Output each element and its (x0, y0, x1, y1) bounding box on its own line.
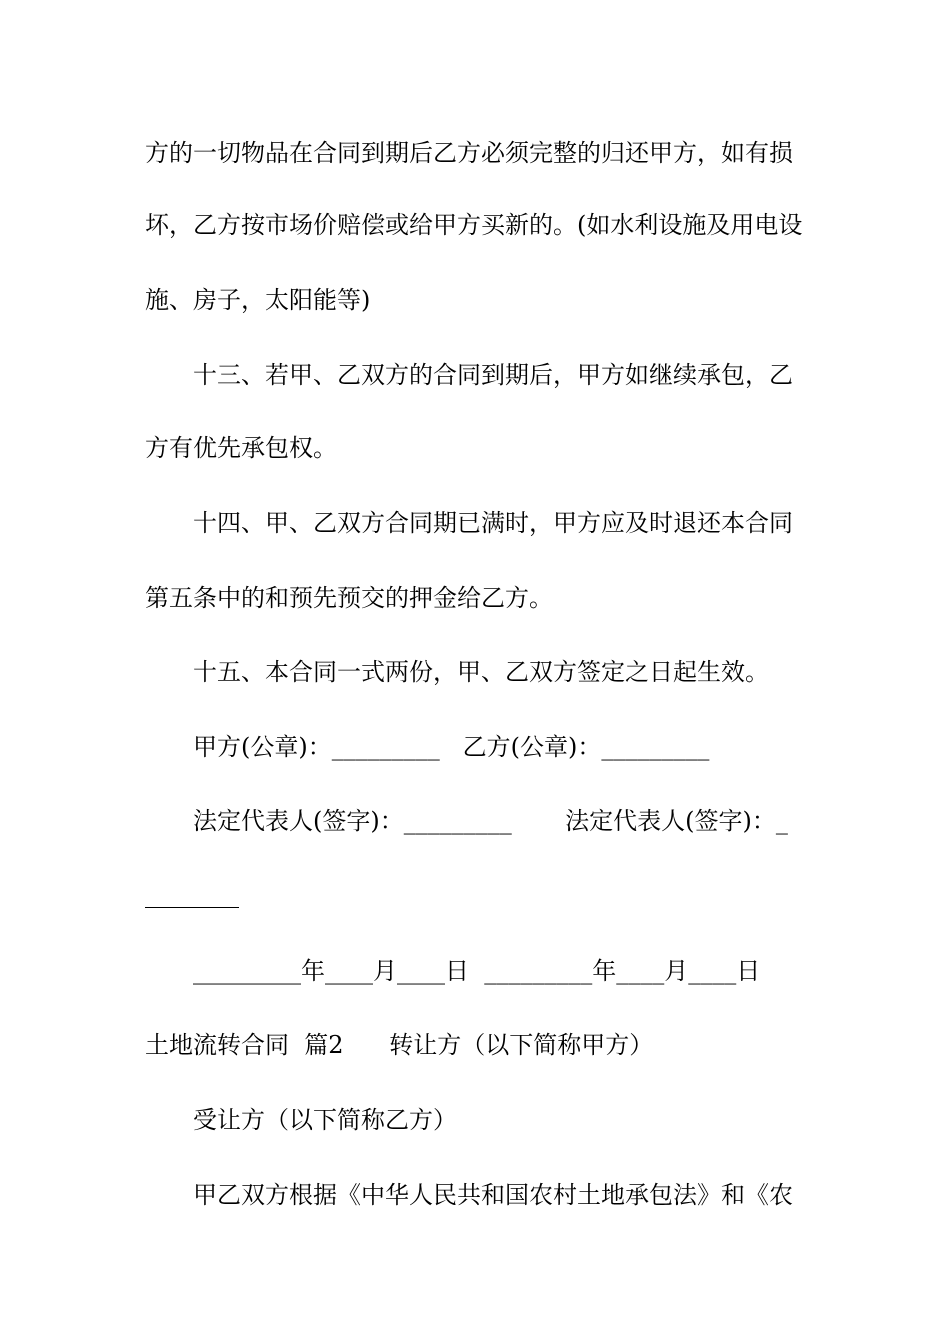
paragraph-line: 方的一切物品在合同到期后乙方必须完整的归还甲方，如有损 (145, 139, 793, 167)
party-b-line: 受让方（以下简称乙方） (193, 1106, 457, 1134)
paragraph-line: 第五条中的和预先预交的押金给乙方。 (145, 584, 553, 612)
paragraph-line: 方有优先承包权。 (145, 434, 337, 462)
representative-signature-line: 法定代表人(签字)：_________ 法定代表人(签字)：_ (193, 807, 788, 835)
clause-14: 十四、甲、乙双方合同期已满时，甲方应及时退还本合同 (193, 509, 793, 537)
section-heading: 土地流转合同 篇2 转让方（以下简称甲方） (145, 1031, 654, 1059)
seal-signature-line: 甲方(公章)：_________ 乙方(公章)：_________ (193, 733, 710, 761)
clause-13: 十三、若甲、乙双方的合同到期后，甲方如继续承包，乙 (193, 361, 793, 389)
clause-15: 十五、本合同一式两份，甲、乙双方签定之日起生效。 (193, 658, 769, 686)
paragraph-line: 施、房子，太阳能等) (145, 286, 371, 314)
paragraph-line: 甲乙双方根据《中华人民共和国农村土地承包法》和《农 (193, 1181, 793, 1209)
date-line: _________年____月____日 _________年____月____日 (193, 957, 761, 985)
paragraph-line: 坏，乙方按市场价赔偿或给甲方买新的。(如水利设施及用电设 (145, 211, 803, 239)
signature-blank-continuation (145, 907, 239, 908)
